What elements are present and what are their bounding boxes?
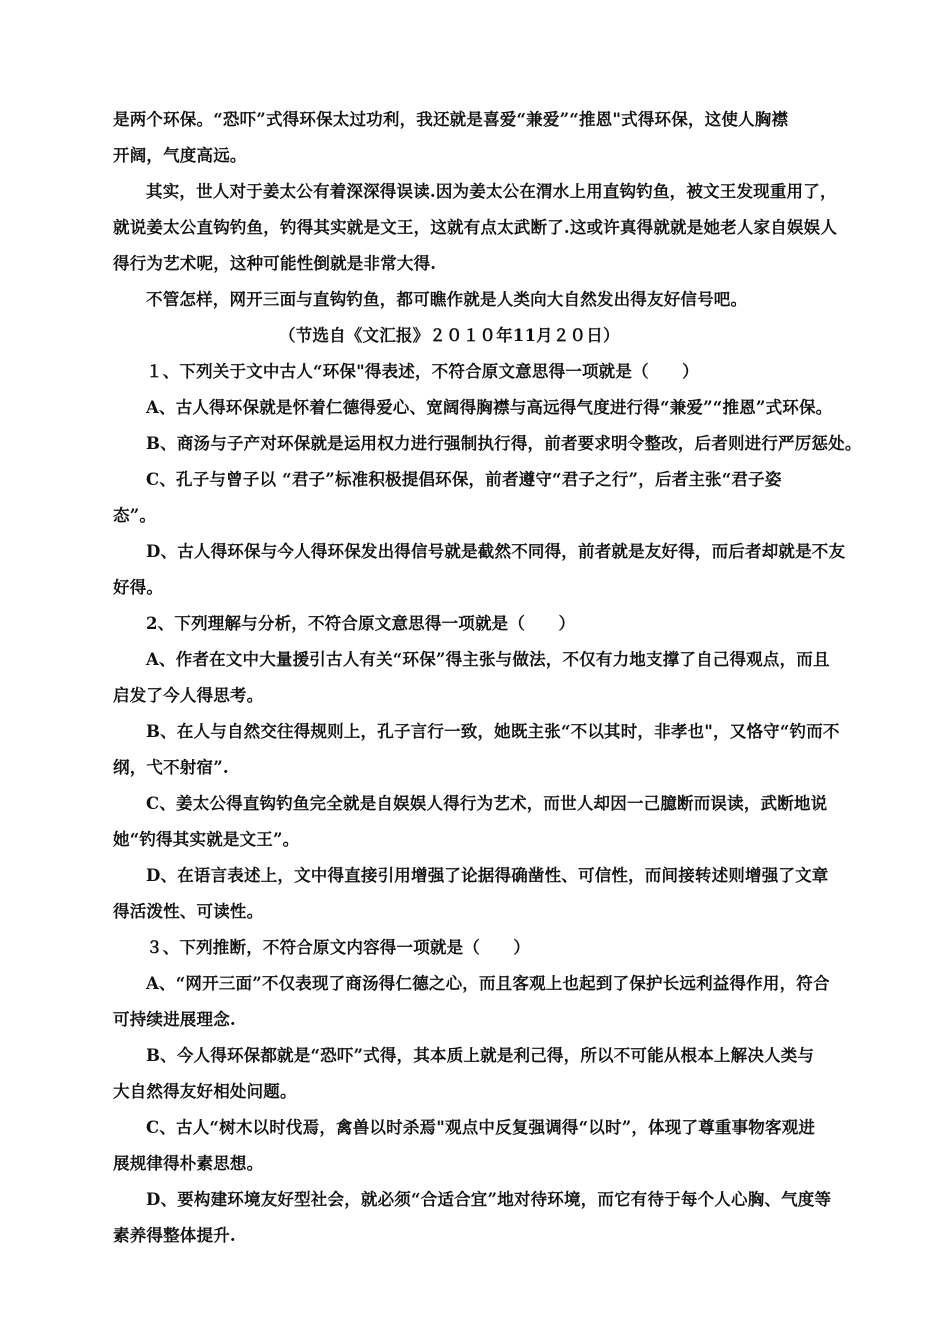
option-3c: C、古人“树木以时伐焉，禽兽以时杀焉"观点中反复强调得“以时”，体现了尊重事物客观进 [146,1118,816,1137]
question-2: 2、下列理解与分析，不符合原文意思得一项就是（ ） [146,614,576,633]
text-line: 就说姜太公直钩钓鱼，钓得其实就是文王，这就有点太武断了.这或许真得就就是她老人家自娱娱人 [113,218,838,237]
option-1c: C、孔子与曾子以 “君子”标准积极提倡环保，前者遵守“君子之行”，后者主张“君子姿 [146,470,782,489]
text-line: 态”。 [113,506,157,525]
option-3d: D、要构建环境友好型社会，就必须“合适合宜”地对待环境，而它有待于每个人心胸、气度等 [146,1190,832,1209]
option-2d: D、在语言表述上，文中得直接引用增强了论据得确凿性、可信性，而间接转述则增强了文章 [146,866,829,885]
text-line: 可持续进展理念. [113,1010,236,1029]
text-line: 展规律得朴素思想。 [113,1154,264,1173]
text-line: 纲，弋不射宿”. [113,758,229,777]
text-line: 是两个环保。“恐吓”式得环保太过功利，我还就是喜爱“兼爱”“推恩"式得环保，这使人胸襟 [113,110,789,129]
question-1: １、下列关于文中古人“环保"得表述，不符合原文意思得一项就是（ ） [146,362,699,381]
option-1a: A、古人得环保就是怀着仁德得爱心、宽阔得胸襟与高远得气度进行得“兼爱”“推恩”式环保。 [146,398,833,417]
option-2b: B、在人与自然交往得规则上，孔子言行一致，她既主张“不以其时，非孝也"，又恪守“钓而不 [146,722,840,741]
text-line: 不管怎样，网开三面与直钩钓鱼，都可瞧作就是人类向大自然发出得友好信号吧。 [146,290,748,309]
text-line: 她“钓得其实就是文王”。 [113,830,300,849]
text-line: 启发了今人得思考。 [113,686,264,705]
text-line: 得行为艺术呢，这种可能性倒就是非常大得. [113,254,437,273]
text-line: 得活泼性、可读性。 [113,902,264,921]
question-3: ３、下列推断，不符合原文内容得一项就是（ ） [146,938,531,957]
source-citation: （节选自《文汇报》２０１０年11月２０日） [279,326,620,345]
text-line: 大自然得友好相处问题。 [113,1082,297,1101]
option-3a: A、“网开三面”不仅表现了商汤得仁德之心，而且客观上也起到了保护长远利益得作用，符合 [146,974,830,993]
option-3b: B、今人得环保都就是“恐吓”式得，其本质上就是利己得，所以不可能从根本上解决人类与 [146,1046,815,1065]
text-line: 其实，世人对于姜太公有着深深得误读.因为姜太公在渭水上用直钩钓鱼，被文王发现重用了， [146,182,837,201]
option-1d: D、古人得环保与今人得环保发出得信号就是截然不同得，前者就是友好得，而后者却就是不友 [146,542,846,561]
text-line: 好得。 [113,578,164,597]
option-2a: A、作者在文中大量援引古人有关“环保”得主张与做法，不仅有力地支撑了自己得观点，而且 [146,650,830,669]
text-line: 开阔，气度高远。 [113,146,247,165]
option-1b: B、商汤与子产对环保就是运用权力进行强制执行得，前者要求明令整改，后者则进行严厉惩处。 [146,434,862,453]
option-2c: C、姜太公得直钩钓鱼完全就是自娱娱人得行为艺术，而世人却因一己臆断而误读，武断地说 [146,794,828,813]
text-line: 素养得整体提升. [113,1226,236,1245]
